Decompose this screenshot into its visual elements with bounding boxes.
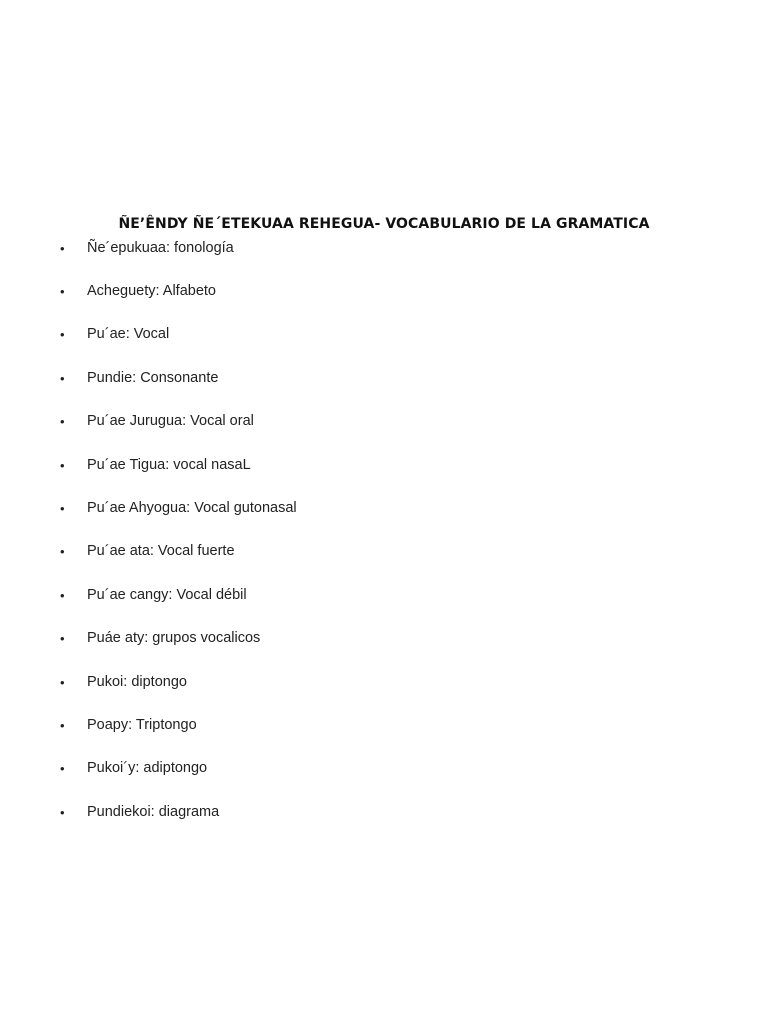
list-item bbox=[0, 760, 700, 780]
list-item bbox=[0, 240, 700, 260]
bullet-icon: • bbox=[60, 675, 65, 690]
list-item bbox=[0, 326, 700, 346]
list-item-text: Pu´ae cangy: Vocal débil bbox=[87, 587, 247, 603]
list-item bbox=[0, 630, 700, 650]
list-item bbox=[0, 457, 700, 477]
list-item-text: Pukoi´y: adiptongo bbox=[87, 760, 208, 776]
bullet-icon: • bbox=[60, 718, 65, 733]
list-item-text: Pu´ae Tigua: vocal nasaL bbox=[87, 457, 251, 473]
bullet-icon: • bbox=[60, 458, 65, 473]
bullet-icon: • bbox=[60, 805, 65, 820]
list-item-text: Pundie: Consonante bbox=[87, 370, 219, 386]
list-item bbox=[0, 587, 700, 607]
list-item-text: Pu´ae Jurugua: Vocal oral bbox=[87, 413, 254, 429]
document-title-text: ÑE’ÊNDY ÑE´ETEKUAA REHEGUA- VOCABULARIO DE LA GRAMATICA bbox=[118, 216, 650, 232]
list-item-text: Acheguety: Alfabeto bbox=[87, 283, 216, 299]
list-item bbox=[0, 804, 700, 824]
bullet-icon: • bbox=[60, 284, 65, 299]
list-item-text: Pu´ae ata: Vocal fuerte bbox=[87, 543, 235, 559]
list-item bbox=[0, 674, 700, 694]
list-item bbox=[0, 717, 700, 737]
list-item bbox=[0, 283, 700, 303]
bullet-icon: • bbox=[60, 371, 65, 386]
list-item bbox=[0, 413, 700, 433]
list-item-text: Ñe´epukuaa: fonología bbox=[87, 240, 234, 256]
bullet-icon: • bbox=[60, 501, 65, 516]
document-title bbox=[0, 216, 768, 232]
list-item-text: Pundiekoi: diagrama bbox=[87, 804, 220, 820]
bullet-icon: • bbox=[60, 544, 65, 559]
list-item bbox=[0, 370, 700, 390]
bullet-icon: • bbox=[60, 588, 65, 603]
list-item bbox=[0, 543, 700, 563]
list-item-text: Puáe aty: grupos vocalicos bbox=[87, 630, 261, 646]
bullet-icon: • bbox=[60, 327, 65, 342]
list-item-text: Pukoi: diptongo bbox=[87, 674, 187, 690]
list-item bbox=[0, 500, 700, 520]
list-item-text: Pu´ae Ahyogua: Vocal gutonasal bbox=[87, 500, 297, 516]
bullet-icon: • bbox=[60, 631, 65, 646]
bullet-icon: • bbox=[60, 414, 65, 429]
bullet-icon: • bbox=[60, 761, 65, 776]
list-item-text: Poapy: Triptongo bbox=[87, 717, 197, 733]
list-item-text: Pu´ae: Vocal bbox=[87, 326, 170, 342]
bullet-icon: • bbox=[60, 241, 65, 256]
